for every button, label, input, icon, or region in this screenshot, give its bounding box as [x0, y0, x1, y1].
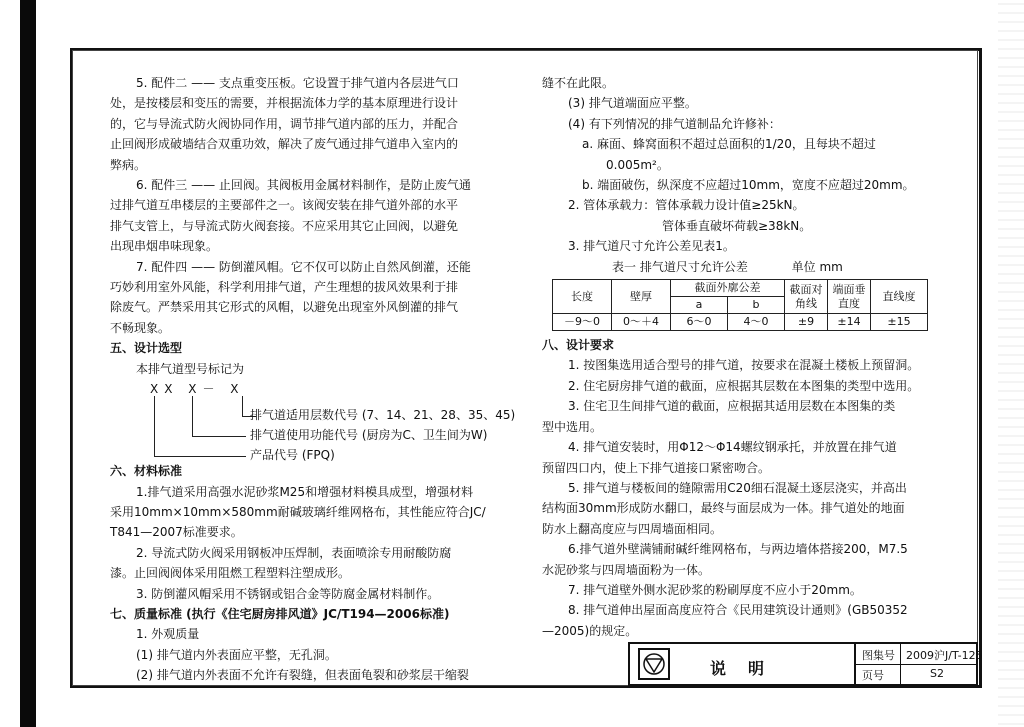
table-cell: 6～0 [671, 314, 728, 331]
text-line: a. 麻面、蜂窝面积不超过总面积的1/20，且每块不超过 [582, 137, 876, 152]
table-cell: ±15 [871, 314, 928, 331]
section-6-title: 六、材料标准 [110, 464, 183, 479]
text-line: 1. 外观质量 [136, 627, 200, 642]
text-line: (2) 排气道内外表面不允许有裂缝，但表面龟裂和砂浆层干缩裂 [136, 668, 469, 683]
text-line: 5. 排气道与楼板间的缝隙需用C20细石混凝土逐层浇实，并高出 [568, 480, 907, 495]
table-header: b [728, 297, 785, 314]
scan-edge [998, 0, 1024, 727]
text-line: 2. 住宅厨房排气道的截面，应根据其层数在本图集的类型中选用。 [568, 378, 920, 393]
text-line: 管体垂直破坏荷载≥38kN。 [662, 218, 812, 233]
leader-line [192, 396, 193, 436]
table-row [553, 314, 928, 331]
text-line: 漆。止回阀阀体采用阻燃工程塑料注塑成形。 [110, 566, 351, 581]
text-line: 除废气。严禁采用其它形式的风帽，以避免出现室外风倒灌的排气 [110, 300, 459, 315]
binding-bar [20, 0, 36, 727]
table-cell: ±9 [785, 314, 828, 331]
model-code: XX X－ X [150, 382, 245, 397]
text-line: 过排气道互串楼层的主要部件之一。该阀安装在排气道外部的水平 [110, 198, 459, 213]
text-line: T841—2007标准要求。 [110, 525, 243, 540]
model-code-diagram [110, 379, 530, 461]
model-label-floors: 排气道适用层数代号 (7、14、21、28、35、45) [250, 408, 516, 423]
paragraph-fitting-2 [110, 73, 530, 175]
text-line: 的，它与导流式防火阀协同作用，调节排气道内部的压力，并配合 [110, 116, 459, 131]
text-line: 水泥砂浆与四周墙面粉为一体。 [542, 562, 711, 577]
table-header: 壁厚 [612, 280, 671, 314]
left-column [110, 73, 530, 686]
table-header: 直线度 [871, 280, 928, 314]
text-line: —2005)的规定。 [542, 623, 638, 638]
text-line: 4. 排气道安装时，用Φ12～Φ14螺纹钢承托，并放置在排气道 [568, 440, 897, 455]
text-line: 防水上翻高度应与四周墙面相同。 [542, 521, 723, 536]
text-line: 型中选用。 [542, 419, 603, 434]
model-label-product: 产品代号 (FPQ) [250, 448, 335, 463]
table-caption: 表一 排气道尺寸允许公差 [612, 259, 748, 274]
text-line: 处，是按楼层和变压的需要，并根据流体力学的基本原理进行设计 [110, 96, 459, 111]
leader-line [154, 396, 155, 456]
text-line: 2. 管体承载力：管体承载力设计值≥25kN。 [568, 198, 805, 213]
page-number-label: 页号 [862, 669, 884, 682]
model-label-function: 排气道使用功能代号 (厨房为C、卫生间为W) [250, 428, 488, 443]
text-line: 2. 导流式防火阀采用钢板冲压焊制，表面喷涂专用耐酸防腐 [136, 545, 452, 560]
table-header: 长度 [553, 280, 612, 314]
text-line: 1.排气道采用高强水泥砂浆M25和增强材料模具成型，增强材料 [136, 484, 474, 499]
section-8-title: 八、设计要求 [542, 338, 615, 353]
paragraph-fitting-3 [110, 175, 530, 257]
text-line: 6.排气道外壁满铺耐碱纤维网格布，与两边墙体搭接200，M7.5 [568, 542, 908, 557]
text-line: 排气支管上，与导流式防火阀套接。不应采用其它止回阀，以避免 [110, 218, 459, 233]
text-line: b. 端面破伤，纵深度不应超过10mm，宽度不应超过20mm。 [582, 178, 915, 193]
text-line: 巧妙利用室外风能，科学利用排气道，产生理想的拔风效果利于排 [110, 280, 459, 295]
text-line: 6. 配件三 —— 止回阀。其阀板用金属材料制作，是防止废气通 [136, 178, 471, 193]
text-line: (4) 有下列情况的排气道制品允许修补： [568, 116, 781, 131]
text-line: 结构面30mm形成防水翻口，最终与面层成为一体。排气道处的地面 [542, 501, 905, 516]
text-line: 7. 配件四 —— 防倒灌风帽。它不仅可以防止自然风倒灌，还能 [136, 259, 471, 274]
section-7-title: 七、质量标准 (执行《住宅厨房排风道》JC/T194—2006标准) [110, 606, 450, 621]
table-header: a [671, 297, 728, 314]
text-line: 出现串烟串味现象。 [110, 239, 219, 254]
text-line: 缝不在此限。 [542, 76, 615, 90]
text-line: 3. 排气道尺寸允许公差见表1。 [568, 239, 735, 254]
text-line: (1) 排气道内外表面应平整，无孔洞。 [136, 647, 337, 662]
leader-line [242, 396, 243, 416]
table-header: 截面外廓公差 [671, 280, 785, 297]
text-line: 8. 排气道伸出屋面高度应符合《民用建筑设计通则》(GB50352 [568, 603, 908, 618]
table-header: 截面对角线 [785, 280, 828, 314]
table-unit: 单位 mm [791, 259, 843, 274]
section-5-intro: 本排气道型号标记为 [136, 361, 245, 376]
tolerance-table [552, 279, 928, 331]
table-title [542, 257, 962, 277]
text-line: 预留四口内，使上下排气道接口紧密吻合。 [542, 460, 771, 475]
text-line: 7. 排气道壁外侧水泥砂浆的粉刷厚度不应小于20mm。 [568, 582, 862, 597]
text-line: 止回阀形成破墙结合双重功效，解决了废气通过排气道串入室内的 [110, 137, 459, 152]
title-block [628, 642, 983, 686]
text-line: 3. 住宅卫生间排气道的截面，应根据其适用层数在本图集的类 [568, 399, 896, 414]
text-line: 弊病。 [110, 157, 147, 172]
atlas-number-label: 图集号 [862, 649, 895, 662]
paragraph-fitting-4 [110, 257, 530, 339]
text-line: 1. 按图集选用适合型号的排气道，按要求在混凝土楼板上预留洞。 [568, 358, 920, 373]
text-line: 5. 配件二 —— 支点重变压板。它设置于排气道内各层进气口 [136, 76, 459, 90]
atlas-logo-icon [638, 648, 670, 680]
text-line: 不畅现象。 [110, 320, 171, 335]
atlas-number-value: 2009沪J/T-125 [906, 649, 983, 662]
sheet-title: 说明 [710, 659, 787, 678]
page-number-value: S2 [930, 667, 944, 680]
table-cell: －9～0 [553, 314, 612, 331]
table-cell: 4～0 [728, 314, 785, 331]
leader-line [192, 436, 246, 437]
divider [854, 664, 976, 665]
divider [900, 644, 901, 684]
right-column [542, 73, 962, 641]
table-cell: 0～＋4 [612, 314, 671, 331]
text-line: 3. 防倒灌风帽采用不锈钢或铝合金等防腐金属材料制作。 [136, 586, 440, 601]
table-row [553, 280, 928, 297]
text-line: 采用10mm×10mm×580mm耐碱玻璃纤维网格布，其性能应符合JC/ [110, 504, 486, 519]
text-line: 0.005m²。 [606, 157, 669, 172]
table-header: 端面垂直度 [828, 280, 871, 314]
table-cell: ±14 [828, 314, 871, 331]
leader-line [154, 456, 246, 457]
section-5-title: 五、设计选型 [110, 341, 183, 356]
text-line: (3) 排气道端面应平整。 [568, 96, 697, 111]
